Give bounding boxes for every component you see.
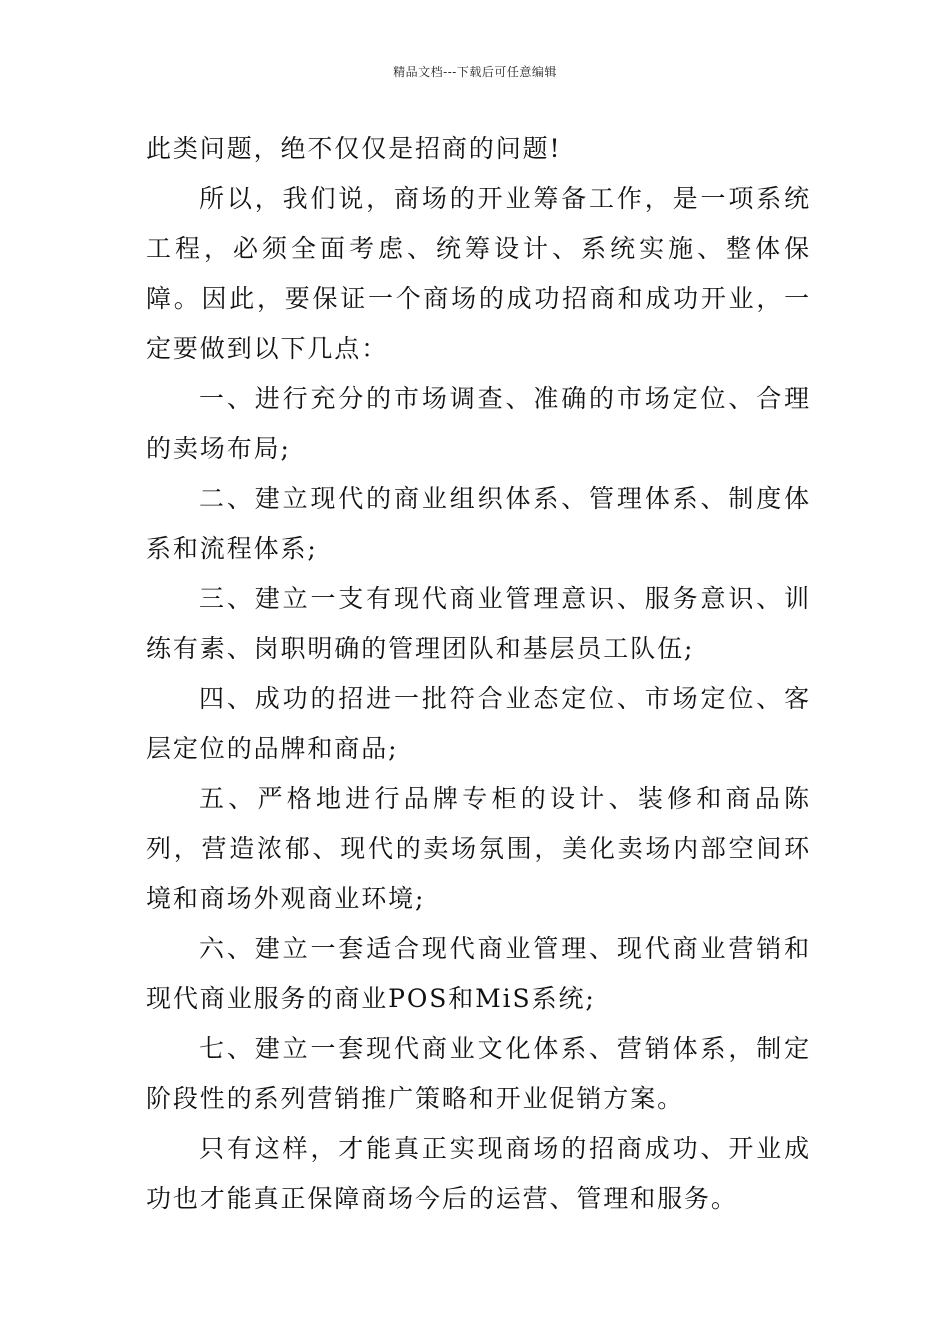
paragraph-continuation: 此类问题，绝不仅仅是招商的问题! (146, 134, 562, 163)
paragraph-conclusion: 只有这样，才能真正实现商场的招商成功、开业成功也才能真正保障商场今后的运营、管理和服务。 (146, 1134, 811, 1213)
document-body (146, 124, 811, 1224)
list-item-2: 二、建立现代的商业组织体系、管理体系、制度体系和流程体系; (146, 484, 811, 563)
list-item-6: 六、建立一套适合现代商业管理、现代商业营销和现代商业服务的商业POS和MiS系统; (146, 934, 811, 1013)
list-item-4: 四、成功的招进一批符合业态定位、市场定位、客层定位的品牌和商品; (146, 684, 811, 763)
list-item-5: 五、严格地进行品牌专柜的设计、装修和商品陈列，营造浓郁、现代的卖场氛围，美化卖场内部空间环境和商场外观商业环境; (146, 784, 811, 913)
list-item-7: 七、建立一套现代商业文化体系、营销体系，制定阶段性的系列营销推广策略和开业促销方案。 (146, 1034, 811, 1113)
list-item-3: 三、建立一支有现代商业管理意识、服务意识、训练有素、岗职明确的管理团队和基层员工队伍; (146, 584, 811, 663)
list-item-1: 一、进行充分的市场调查、准确的市场定位、合理的卖场布局; (146, 384, 811, 463)
paragraph-intro: 所以，我们说，商场的开业筹备工作，是一项系统工程，必须全面考虑、统筹设计、系统实施、整体保障。因此，要保证一个商场的成功招商和成功开业，一定要做到以下几点： (146, 184, 811, 363)
page-header: 精品文档---下载后可任意编辑 (393, 65, 557, 79)
